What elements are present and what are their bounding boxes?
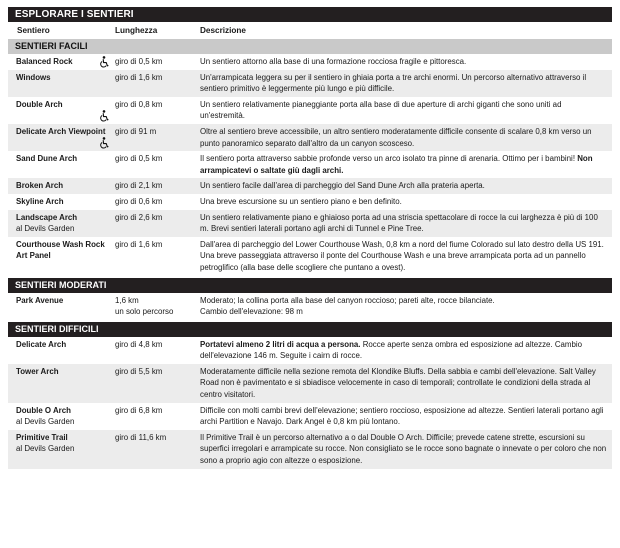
trail-description-cell: [196, 432, 612, 467]
wheelchair-icon: [99, 56, 109, 68]
trail-length-cell: [111, 99, 196, 122]
trail-name: Sand Dune Arch: [16, 154, 78, 164]
trail-name: Skyline Arch: [16, 196, 64, 206]
trail-length-cell: [111, 180, 196, 192]
trail-description: Un sentiero relativamente pianeggiante porta alla base di due aperture di archi giganti che sono uniti ad un'estremità.: [200, 99, 562, 121]
trail-length-cell: [111, 212, 196, 235]
trails-table: [8, 7, 612, 469]
trail-length-cell: [111, 196, 196, 208]
trail-name-cell: [8, 432, 111, 467]
trail-description: Rocce aperte senza ombra ed esposizione ad altezze. Cambio dell'elevazione 146 m. Seguite i cairn di rocce.: [200, 339, 583, 361]
trail-name: Double Arch: [16, 99, 63, 109]
table-row: [8, 430, 612, 469]
trail-description: Difficile con molti cambi brevi dell'elevazione; sentiero roccioso, esposizione ad altezze. Sentieri laterali portano agli archi Partition e Navajo. Dark Angel è 0,8 km più lontano.: [200, 405, 604, 427]
trail-description: Il Primitive Trail è un percorso alternativo a o dal Double O Arch. Difficile; prevede catene strette, escursioni su superfici irregolari e arrampicate su rocce. Non consigliato se le rocce sono bagnate o innevate o per coloro che non sono a proprio agio con altezze o esposizione.: [200, 432, 607, 466]
trail-description-cell: [196, 56, 612, 68]
trail-description: Moderatamente difficile nella sezione remota del Klondike Bluffs. Della sabbia e cambi dell'elevazione. Salt Valley Road non è pavimentato e si sbiadisce velocemente in caso di temporali; controllate le condizioni della strada al centro visitatori.: [200, 366, 596, 400]
trail-name-cell: [8, 180, 111, 192]
trail-warning: Portatevi almeno 2 litri di acqua a persona.: [200, 339, 361, 349]
trail-length: giro di 2,6 km: [115, 212, 163, 222]
trail-name: Windows: [16, 72, 51, 82]
trail-length: giro di 5,5 km: [115, 366, 163, 376]
trail-description: Una breve escursione su un sentiero piano e ben definito.: [200, 196, 402, 206]
table-title: ESPLORARE I SENTIERI: [8, 7, 612, 22]
header-sentiero: Sentiero: [17, 26, 50, 35]
trail-length: giro di 4,8 km: [115, 339, 163, 349]
trail-length: giro di 6,8 km: [115, 405, 163, 415]
trail-name-cell: [8, 239, 111, 274]
trail-name-cell: [8, 212, 111, 235]
table-body: [8, 39, 612, 469]
trail-length: 1,6 km: [115, 295, 139, 305]
trail-length-cell: [111, 295, 196, 318]
trail-name: Double O Arch: [16, 405, 71, 415]
trail-name-cell: [8, 72, 111, 95]
trail-name-cell: [8, 153, 111, 176]
table-row: [8, 364, 612, 403]
trail-length: giro di 0,6 km: [115, 196, 163, 206]
trail-name: Courthouse Wash Rock Art Panel: [16, 239, 105, 261]
trail-name-cell: [8, 366, 111, 401]
trail-name-cell: [8, 295, 111, 318]
trail-description: Un sentiero attorno alla base di una formazione rocciosa fragile e pittoresca.: [200, 57, 467, 66]
trail-name: Delicate Arch Viewpoint: [16, 126, 106, 136]
trail-length-cell: [111, 366, 196, 401]
section-header: SENTIERI MODERATI: [8, 278, 612, 293]
trail-length-cell: [111, 72, 196, 95]
trail-length: giro di 91 m: [115, 126, 157, 136]
header-lunghezza: Lunghezza: [115, 26, 158, 35]
trail-description-cell: [196, 180, 612, 192]
trail-description-cell: [196, 366, 612, 401]
trail-length-cell: [111, 432, 196, 467]
table-row: [8, 237, 612, 276]
trail-description-cell: [196, 72, 612, 95]
table-row: [8, 124, 612, 151]
table-row: [8, 70, 612, 97]
trail-description: Un'arrampicata leggera su per il sentiero in ghiaia porta a tre archi enormi. Un percorso alternativo attraverso il sentiero primitivo è leggermente più lungo e più difficile.: [200, 72, 587, 94]
trail-description-cell: [196, 99, 612, 122]
trail-location: al Devils Garden: [16, 417, 75, 427]
table-row: [8, 293, 612, 320]
trail-length: giro di 1,6 km: [115, 72, 163, 82]
trail-description: Il sentiero porta attraverso sabbie profonde verso un arco isolato tra pinne di arenaria. Ottimo per i bambini!: [200, 154, 576, 164]
wheelchair-icon: [99, 137, 109, 149]
trail-description-cell: [196, 196, 612, 208]
trail-description-cell: [196, 126, 612, 149]
wheelchair-icon: [99, 110, 109, 122]
trail-description: Un sentiero relativamente piano e ghiaioso porta ad una striscia spettacolare di rocce la cui larghezza è più di 100 m. Brevi sentieri laterali portano agli archi di Tunnel e Pine Tree.: [200, 212, 598, 234]
table-row: [8, 97, 612, 124]
table-row: [8, 54, 612, 70]
trail-length-cell: [111, 56, 196, 68]
trail-description-cell: [196, 295, 612, 318]
trail-length: giro di 1,6 km: [115, 239, 163, 249]
trail-name: Park Avenue: [16, 295, 64, 305]
trail-length-note: un solo percorso: [115, 307, 174, 317]
trail-length: giro di 11,6 km: [115, 432, 167, 442]
trail-length: giro di 0,5 km: [115, 57, 163, 66]
trail-length: giro di 0,8 km: [115, 99, 163, 109]
trail-length-cell: [111, 339, 196, 362]
trail-warning: Non arrampicatevi o saltate giù dagli archi.: [200, 154, 593, 175]
trail-name-cell: [8, 56, 111, 68]
header-descrizione: Descrizione: [200, 26, 246, 35]
trail-length: giro di 0,5 km: [115, 154, 163, 164]
trail-description: Dall'area di parcheggio del Lower Courthouse Wash, 0,8 km a nord del fiume Colorado sul lato destro della US 191. Una breve passeggiata attraverso il ponte del Courthouse Wash e una breve arrampicata porta ad un pannello petroglifico (alla base delle scogliere che puntano a ovest).: [200, 239, 604, 272]
table-row: [8, 210, 612, 237]
trail-name: Broken Arch: [16, 181, 64, 191]
trail-name-cell: [8, 196, 111, 208]
column-headers: [8, 22, 612, 38]
trail-description-cell: [196, 405, 612, 428]
trail-length-cell: [111, 405, 196, 428]
trail-location: al Devils Garden: [16, 444, 75, 454]
table-row: [8, 403, 612, 430]
section-header: SENTIERI FACILI: [8, 39, 612, 54]
trail-name: Delicate Arch: [16, 339, 67, 349]
trail-name: Primitive Trail: [16, 432, 68, 442]
trail-name-cell: [8, 99, 111, 122]
trail-name-cell: [8, 405, 111, 428]
table-row: [8, 151, 612, 178]
table-row: [8, 337, 612, 364]
trail-description-cell: [196, 153, 612, 176]
trail-name: Tower Arch: [16, 366, 59, 376]
trail-length-cell: [111, 239, 196, 274]
trail-description: Un sentiero facile dall'area di parcheggio del Sand Dune Arch alla prateria aperta.: [200, 181, 485, 191]
trail-name-cell: [8, 126, 111, 149]
table-row: [8, 178, 612, 194]
trail-name: Balanced Rock: [16, 57, 73, 66]
trail-length: giro di 2,1 km: [115, 181, 163, 191]
trail-length-cell: [111, 153, 196, 176]
trail-elevation: Cambio dell'elevazione: 98 m: [200, 307, 303, 317]
table-row: [8, 194, 612, 210]
trail-description: Oltre al sentiero breve accessibile, un altro sentiero moderatamente difficile consente di scalare 0,8 km verso un punto panoramico separato dall'altro da un canyon scosceso.: [200, 126, 592, 148]
section-header: SENTIERI DIFFICILI: [8, 322, 612, 337]
trail-description-cell: [196, 239, 612, 274]
trail-description-cell: [196, 212, 612, 235]
trail-name: Landscape Arch: [16, 212, 78, 222]
trail-name-cell: [8, 339, 111, 362]
trail-length-cell: [111, 126, 196, 149]
trail-description-cell: [196, 339, 612, 362]
trail-location: al Devils Garden: [16, 224, 75, 234]
trail-description: Moderato; la collina porta alla base del canyon roccioso; pareti alte, rocce bilanciate.: [200, 295, 495, 305]
